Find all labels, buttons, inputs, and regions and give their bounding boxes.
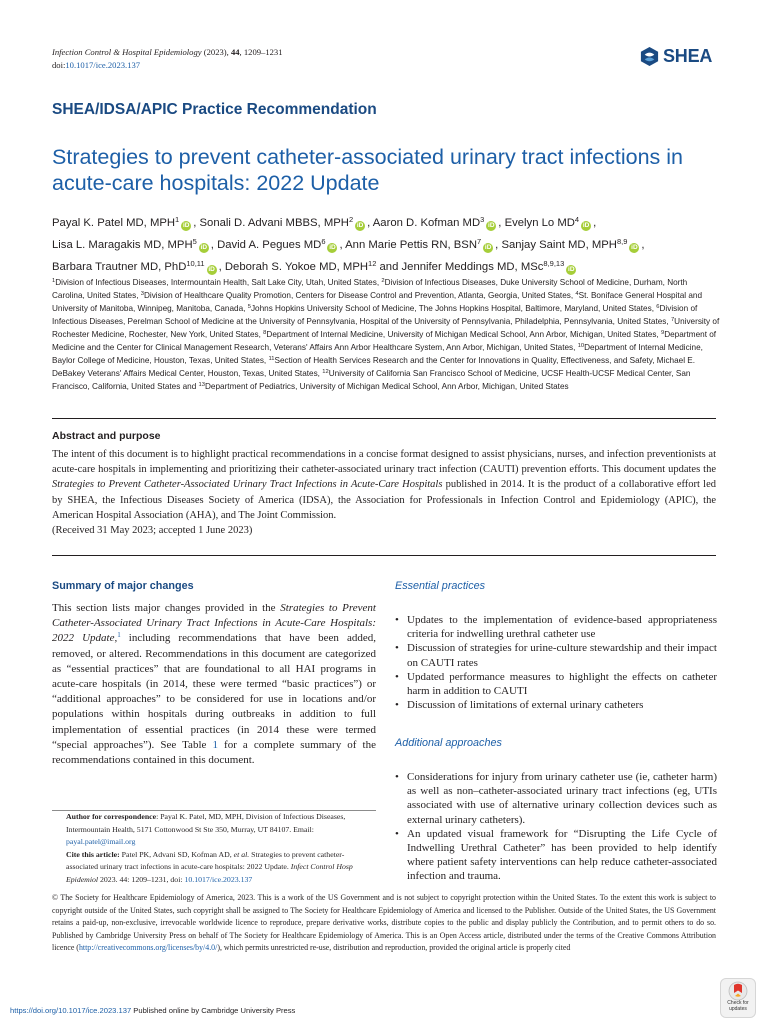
shea-logo-icon bbox=[639, 46, 660, 67]
author-separator: , bbox=[193, 217, 200, 229]
check-updates-icon bbox=[728, 981, 748, 1001]
author-name: Ann Marie Pettis RN, BSN bbox=[345, 239, 477, 251]
author-affiliation-ref: 7 bbox=[476, 237, 482, 246]
affiliation-list bbox=[52, 276, 720, 393]
author-name: Sonali D. Advani MBBS, MPH bbox=[199, 217, 349, 229]
footer-published: Published online by Cambridge University Press bbox=[131, 1006, 296, 1015]
copyright-text-end: ), which permits unrestricted re-use, distribution and reproduction, provided the original article is properly cited bbox=[217, 943, 571, 953]
check-for-updates-button[interactable] bbox=[720, 978, 756, 1018]
check-updates-line-1: Check for bbox=[727, 1000, 749, 1006]
received-dates: (Received 31 May 2023; accepted 1 June 2023) bbox=[52, 525, 253, 536]
affiliation-text: Division of Healthcare Quality Promotion, Centers for Disease Control and Prevention, Atlanta, Georgia, United States, bbox=[143, 291, 576, 301]
essential-practices-heading: Essential practices bbox=[395, 580, 486, 592]
additional-approaches-heading: Additional approaches bbox=[395, 737, 502, 749]
abstract-text bbox=[52, 447, 716, 523]
affiliation-number: 9 bbox=[660, 330, 665, 337]
affiliation-number: 13 bbox=[198, 382, 205, 389]
affiliation-number: 3 bbox=[140, 291, 144, 298]
orcid-icon[interactable]: iD bbox=[488, 222, 495, 229]
author-affiliation-ref: 6 bbox=[321, 237, 326, 246]
abstract-bottom-rule bbox=[52, 555, 716, 556]
list-item: • An updated visual framework for “Disrupting the Life Cycle of Indwelling Urethral Catheter” has been provided to help identify where patient safety interventions can help reduce catheter-associated infection and trauma. bbox=[395, 827, 717, 884]
author-affiliation-ref: 3 bbox=[480, 215, 485, 224]
author-affiliation-ref: 10,11 bbox=[186, 259, 205, 268]
affiliation-number: 12 bbox=[322, 369, 329, 376]
abstract-heading: Abstract and purpose bbox=[52, 430, 161, 442]
cite-text: Patel PK, Advani SD, Kofman AD, bbox=[119, 849, 234, 859]
correspondence-label: Author for correspondence bbox=[66, 812, 157, 821]
author-affiliation-ref: 5 bbox=[192, 237, 197, 246]
copyright-notice bbox=[52, 892, 716, 955]
reference-link[interactable]: 1 bbox=[117, 631, 121, 640]
affiliation-text: St. Boniface General Hospital and University of Manitoba, Winnipeg, Manitoba, Canada, bbox=[52, 291, 702, 314]
author-affiliation-ref: 1 bbox=[175, 215, 180, 224]
orcid-icon[interactable]: iD bbox=[484, 244, 492, 251]
shea-logo bbox=[639, 46, 712, 67]
affiliation-number: 4 bbox=[575, 291, 579, 298]
orcid-icon[interactable]: iD bbox=[631, 244, 638, 251]
summary-italic: Strategies to Prevent Catheter-Associated Urinary Tract Infections in Acute-Care Hospitals: 2022 Update, bbox=[52, 602, 376, 645]
affiliation-text: Johns Hopkins University School of Medicine, The Johns Hopkins Hospital, Baltimore, Maryland, United States, bbox=[250, 304, 657, 314]
summary-body bbox=[52, 601, 376, 768]
affiliation-text: University of Rochester Medicine, Rochester, New York, United States, bbox=[52, 317, 720, 340]
abstract-top-rule bbox=[52, 418, 716, 419]
orcid-icon[interactable]: iD bbox=[182, 222, 190, 229]
cite-doi-link[interactable]: 10.1017/ice.2023.137 bbox=[184, 874, 253, 884]
author-separator: , bbox=[210, 239, 218, 251]
journal-name: Infection Control & Hospital Epidemiology bbox=[52, 47, 202, 57]
cite-label: Cite this article: bbox=[66, 849, 120, 859]
orcid-icon[interactable]: iD bbox=[356, 222, 364, 229]
author-affiliation-ref: 4 bbox=[574, 215, 580, 224]
author-separator: , bbox=[593, 217, 597, 229]
affiliation-text: University of California San Francisco School of Medicine, UCSF Health-UCSF Medical Center, San Francisco, California, United States and bbox=[52, 369, 691, 392]
list-item: • Updated performance measures to highlight the effects on catheter harm in addition to CAUTI bbox=[395, 670, 717, 698]
journal-citation bbox=[52, 46, 283, 71]
affiliation-number: 2 bbox=[381, 278, 385, 284]
affiliation-text: Division of Infectious Diseases, Perelman School of Medicine at the University of Pennsylvania, Hospital of the University of Pennsylvania, Philadelphia, Pennsylvania, United States, bbox=[52, 304, 698, 327]
affiliation-text: Department of Internal Medicine, Baylor College of Medicine, Houston, Texas, United States, bbox=[52, 343, 703, 366]
summary-text-2: including recommendations that have been added, removed, or altered. Recommendations in this document are categorized as “essential practices” that are foundational to all HAI programs in acute-care hospitals (in 2014, these were termed “basic practices”) or “additional approaches” to be considered for use in locations and/or populations within hospitals during outbreaks in addition to full implementation of essential practices (in 2014 these were termed “special approaches”). See Table bbox=[52, 632, 376, 751]
journal-pages: , 1209–1231 bbox=[239, 47, 283, 57]
check-for-updates-badge bbox=[720, 978, 756, 1018]
author-affiliation-ref: 2 bbox=[348, 215, 354, 224]
author-list bbox=[52, 212, 732, 278]
author-affiliation-ref: 8,9 bbox=[616, 237, 628, 246]
list-item: • Considerations for injury from urinary catheter use (ie, catheter harm) as well as non–catheter-associated urinary tract infections (eg, UTIs associated with use of alternative urinary collection devices such as external urinary catheters). bbox=[395, 770, 717, 827]
journal-year: (2023), bbox=[201, 47, 231, 57]
author-separator: , bbox=[498, 217, 505, 229]
affiliation-number: 7 bbox=[670, 317, 675, 324]
footer-doi-link[interactable]: https://doi.org/10.1017/ice.2023.137 bbox=[10, 1006, 132, 1015]
list-item: • Discussion of strategies for urine-culture stewardship and their impact on CAUTI rates bbox=[395, 641, 717, 669]
affiliation-number: 10 bbox=[577, 343, 585, 350]
summary-text-3: for a complete summary of the recommendations contained in this document. bbox=[52, 738, 376, 767]
essential-practices-list bbox=[395, 613, 717, 712]
abstract-p1-end: published in 2014. It is the product of a collaborative effort led by SHEA, the Infectious Diseases Society of America (IDSA), the Association for Professionals in Infection Control and Epidemiology (APIC), the American Hospital Association (AHA), and The Joint Commission. bbox=[52, 479, 716, 521]
page-footer bbox=[10, 1006, 295, 1015]
list-item: • Updates to the implementation of evidence-based appropriateness criteria for indwelling urethral catheter use bbox=[395, 613, 717, 641]
doi-link[interactable]: 10.1017/ice.2023.137 bbox=[65, 59, 141, 70]
shea-logo-text: SHEA bbox=[663, 46, 713, 66]
correspondence-email[interactable]: payal.patel@imail.org bbox=[66, 837, 136, 847]
affiliation-number: 6 bbox=[656, 304, 660, 311]
affiliation-number: 1 bbox=[52, 278, 56, 284]
cite-etal: et al. bbox=[233, 849, 250, 859]
author-name: Payal K. Patel MD, MPH bbox=[52, 217, 176, 229]
affiliation-text: Department of Medicine and the Center for Clinical Management Research, Veterans' Affairs Ann Arbor Healthcare System, Ann Arbor, Michigan, United States, bbox=[52, 330, 717, 353]
check-updates-line-2: updates bbox=[729, 1005, 747, 1012]
abstract-p1: The intent of this document is to highlight practical recommendations in a concise format designed to assist physicians, nurses, and infection preventionists at acute-care hospitals in implementing and prioritizing their catheter-associated urinary tract infection (CAUTI) prevention efforts. This document updates the bbox=[52, 449, 716, 476]
abstract-p1-italic: Strategies to Prevent Catheter-Associated Urinary Tract Infections in Acute-Care Hospitals bbox=[52, 479, 443, 491]
summary-text-1: This section lists major changes provided in the bbox=[52, 602, 281, 614]
license-link[interactable]: http://creativecommons.org/licenses/by/4.0/ bbox=[78, 943, 218, 953]
cite-text-2: Strategies to prevent catheter-associated urinary tract infections in acute-care hospitals: 2022 Update. bbox=[66, 849, 345, 872]
author-separator: , bbox=[339, 239, 346, 251]
author-separator: , bbox=[495, 239, 502, 251]
affiliation-text: Department of Pediatrics, University of Michigan Medical School, Ann Arbor, Michigan, United States bbox=[205, 382, 569, 392]
article-type: SHEA/IDSA/APIC Practice Recommendation bbox=[52, 101, 377, 118]
affiliation-text: Department of Internal Medicine, University of Michigan Medical School, Ann Arbor, Michigan, United States, bbox=[266, 330, 661, 340]
author-name: Evelyn Lo MD bbox=[504, 217, 575, 229]
copyright-text: © The Society for Healthcare Epidemiology of America, 2023. This is a work of the US Government and is not subject to copyright protection within the United States. To the extent this work is subject to copyright outside of the United States, such copyright shall be assigned to The Society for Healthcare Epidemiology of America and licensed to the Publisher. Outside of the United States, the US Government retains a paid-up, non-exclusive, irrevocable worldwide licence to reproduce, prepare derivative works, distribute copies to the public and display publicly the Contribution, and to permit others to do so. Published by Cambridge University Press on behalf of The Society for Healthcare Epidemiology of America. This is an Open Access article, distributed under the terms of the Creative Commons Attribution licence ( bbox=[52, 893, 716, 953]
author-separator: , bbox=[641, 239, 645, 251]
author-name: David A. Pegues MD bbox=[217, 239, 322, 251]
cite-text-3: 2023. 44: 1209–1231, doi: bbox=[98, 874, 185, 884]
article-title: Strategies to prevent catheter-associated urinary tract infections in acute-care hospitals: 2022 Update bbox=[52, 145, 683, 195]
affiliation-number: 5 bbox=[247, 304, 251, 311]
author-separator: and bbox=[376, 261, 402, 273]
doi-prefix: doi: bbox=[52, 59, 66, 70]
orcid-icon[interactable]: iD bbox=[329, 244, 336, 251]
author-name: Sanjay Saint MD, MPH bbox=[501, 239, 617, 251]
additional-approaches-list bbox=[395, 770, 717, 884]
author-name: Deborah S. Yokoe MD, MPH bbox=[224, 261, 369, 273]
orcid-icon[interactable]: iD bbox=[208, 266, 215, 273]
orcid-icon[interactable]: iD bbox=[200, 244, 208, 251]
affiliation-text: Division of Infectious Diseases, Intermountain Health, Salt Lake City, Utah, United States, bbox=[55, 278, 382, 287]
journal-volume: 44 bbox=[230, 47, 240, 57]
author-affiliation-ref: 8,9,13 bbox=[543, 259, 565, 268]
affiliation-number: 11 bbox=[268, 356, 275, 363]
summary-heading: Summary of major changes bbox=[52, 580, 194, 592]
author-name: Aaron D. Kofman MD bbox=[372, 217, 481, 229]
author-name: Jennifer Meddings MD, MSc bbox=[401, 261, 544, 273]
author-name: Lisa L. Maragakis MD, MPH bbox=[52, 239, 193, 251]
orcid-icon[interactable]: iD bbox=[568, 266, 575, 273]
author-separator: , bbox=[367, 217, 373, 229]
correspondence-block bbox=[52, 810, 376, 887]
table-link[interactable]: 1 bbox=[212, 738, 218, 751]
author-name: Barbara Trautner MD, PhD bbox=[52, 261, 187, 273]
affiliation-number: 8 bbox=[263, 330, 267, 337]
affiliation-text: Division of Infectious Diseases, Duke University School of Medicine, Durham, North Carolina, United States, bbox=[52, 278, 688, 301]
list-item: • Discussion of limitations of external urinary catheters bbox=[395, 698, 717, 712]
correspondence-text: : Payal K. Patel, MD, MPH, Division of Infectious Diseases, Intermountain Health, 5171 Cottonwood St Ste 350, Murray, UT 84107. Email: bbox=[66, 812, 346, 834]
author-separator: , bbox=[218, 261, 225, 273]
affiliation-text: Section of Health Services Research and the Center for Innovations in Quality, Effectiveness, and Safety, Michael E. DeBakey Veterans' Affairs Medical Center, Houston, Texas, United States, bbox=[52, 356, 696, 379]
author-affiliation-ref: 12 bbox=[368, 259, 377, 268]
cite-journal: Infect Control Hosp Epidemiol bbox=[66, 862, 353, 884]
orcid-icon[interactable]: iD bbox=[582, 222, 590, 229]
